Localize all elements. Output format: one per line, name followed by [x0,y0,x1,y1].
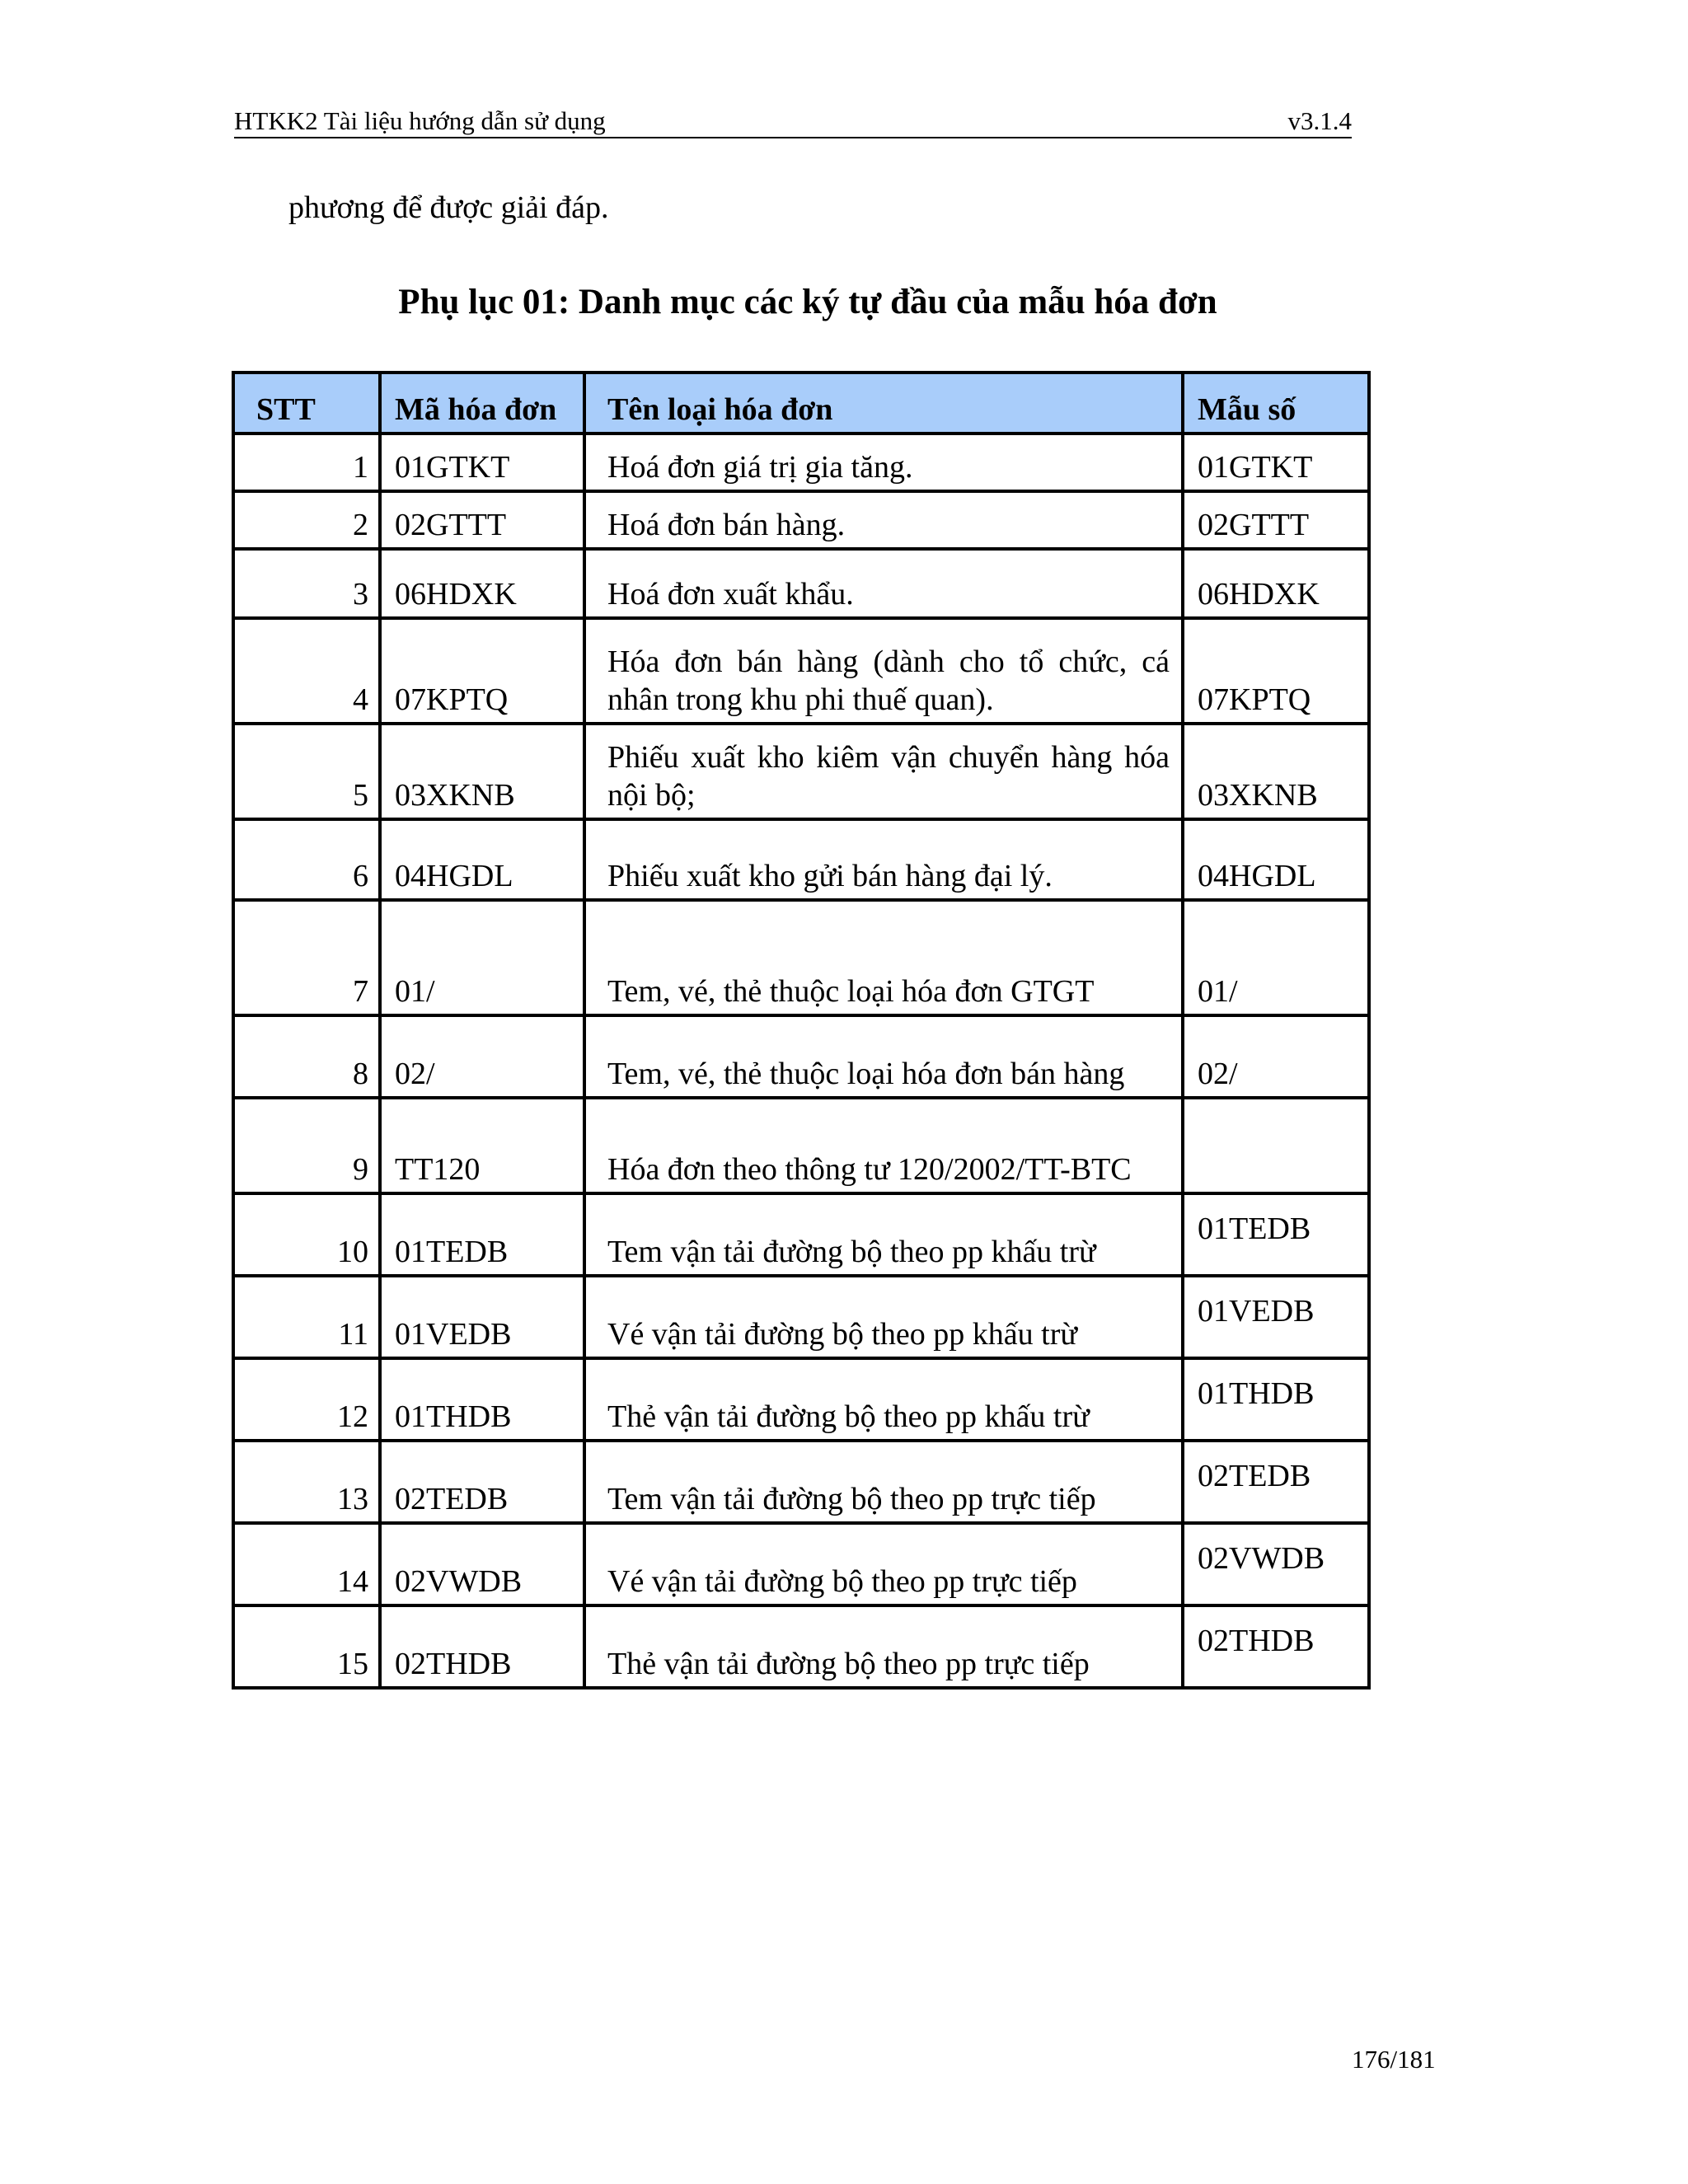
table-row [233,1276,1369,1358]
row-stt: 5 [233,724,380,819]
row-invoice-code: 02/ [380,1015,584,1098]
row-invoice-name: Tem, vé, thẻ thuộc loại hóa đơn bán hàng [584,1015,1183,1098]
row-form-number: 04HGDL [1183,819,1369,900]
table-header-row [233,373,1369,434]
table-row [233,1441,1369,1523]
row-form-number: 01VEDB [1183,1276,1369,1358]
row-stt: 7 [233,900,380,1015]
row-invoice-code: TT120 [380,1098,584,1193]
table-row [233,1015,1369,1098]
row-form-number: 01/ [1183,900,1369,1015]
row-stt: 15 [233,1605,380,1688]
row-form-number: 01THDB [1183,1358,1369,1441]
table-row [233,1358,1369,1441]
appendix-title-text: Phụ lục 01: Danh mục các ký tự đầu của mẫu hóa đơn [398,283,1217,321]
row-form-number: 02GTTT [1183,491,1369,549]
continuation-paragraph: phương để được giải đáp. [288,190,609,225]
row-invoice-name: Phiếu xuất kho gửi bán hàng đại lý. [584,819,1183,900]
row-invoice-code: 06HDXK [380,549,584,618]
row-invoice-name: Vé vận tải đường bộ theo pp trực tiếp [584,1523,1183,1605]
table-row [233,491,1369,549]
row-stt: 3 [233,549,380,618]
row-stt: 8 [233,1015,380,1098]
header-form: Mẫu số [1183,373,1369,434]
table-row [233,1605,1369,1688]
row-form-number: 01GTKT [1183,434,1369,491]
header-stt: STT [233,373,380,434]
appendix-title [0,280,1688,325]
row-invoice-code: 01/ [380,900,584,1015]
row-form-number: 01TEDB [1183,1193,1369,1276]
table-row [233,1098,1369,1193]
row-invoice-code: 01TEDB [380,1193,584,1276]
row-form-number: 06HDXK [1183,549,1369,618]
row-form-number: 02VWDB [1183,1523,1369,1605]
table-row [233,1523,1369,1605]
row-stt: 11 [233,1276,380,1358]
row-form-number: 02/ [1183,1015,1369,1098]
table-row [233,1193,1369,1276]
table-body [233,434,1369,1688]
row-invoice-name: Hóa đơn bán hàng (dành cho tổ chức, cá nhân trong khu phi thuế quan). [584,618,1183,724]
row-invoice-name: Tem vận tải đường bộ theo pp khấu trừ [584,1193,1183,1276]
row-invoice-code: 02GTTT [380,491,584,549]
row-invoice-code: 03XKNB [380,724,584,819]
row-invoice-name: Hoá đơn bán hàng. [584,491,1183,549]
row-stt: 12 [233,1358,380,1441]
row-stt: 14 [233,1523,380,1605]
row-invoice-code: 07KPTQ [380,618,584,724]
row-invoice-name: Tem vận tải đường bộ theo pp trực tiếp [584,1441,1183,1523]
row-stt: 10 [233,1193,380,1276]
row-invoice-name: Phiếu xuất kho kiêm vận chuyển hàng hóa nội bộ; [584,724,1183,819]
table-row [233,549,1369,618]
table-row [233,819,1369,900]
row-invoice-name: Thẻ vận tải đường bộ theo pp trực tiếp [584,1605,1183,1688]
page-number: 176/181 [1352,2045,1436,2074]
row-stt: 6 [233,819,380,900]
row-form-number [1183,1098,1369,1193]
row-form-number: 02THDB [1183,1605,1369,1688]
row-stt: 9 [233,1098,380,1193]
row-stt: 13 [233,1441,380,1523]
row-invoice-code: 01GTKT [380,434,584,491]
row-stt: 4 [233,618,380,724]
row-invoice-name: Tem, vé, thẻ thuộc loại hóa đơn GTGT [584,900,1183,1015]
document-title: HTKK2 Tài liệu hướng dẫn sử dụng [234,106,606,135]
row-stt: 2 [233,491,380,549]
invoice-code-table [232,371,1371,1690]
row-invoice-code: 01VEDB [380,1276,584,1358]
row-invoice-name: Hoá đơn giá trị gia tăng. [584,434,1183,491]
row-invoice-code: 02TEDB [380,1441,584,1523]
row-invoice-name: Thẻ vận tải đường bộ theo pp khấu trừ [584,1358,1183,1441]
table-row [233,434,1369,491]
page-header [234,105,1352,137]
row-invoice-code: 02VWDB [380,1523,584,1605]
row-form-number: 02TEDB [1183,1441,1369,1523]
row-stt: 1 [233,434,380,491]
row-invoice-code: 04HGDL [380,819,584,900]
header-rule [234,137,1352,138]
table-row [233,618,1369,724]
row-invoice-name: Hóa đơn theo thông tư 120/2002/TT-BTC [584,1098,1183,1193]
row-form-number: 07KPTQ [1183,618,1369,724]
row-invoice-code: 01THDB [380,1358,584,1441]
row-form-number: 03XKNB [1183,724,1369,819]
row-invoice-name: Vé vận tải đường bộ theo pp khấu trừ [584,1276,1183,1358]
header-name: Tên loại hóa đơn [584,373,1183,434]
table-row [233,724,1369,819]
row-invoice-name: Hoá đơn xuất khẩu. [584,549,1183,618]
table-row [233,900,1369,1015]
version-label: v3.1.4 [1287,106,1352,135]
row-invoice-code: 02THDB [380,1605,584,1688]
header-code: Mã hóa đơn [380,373,584,434]
